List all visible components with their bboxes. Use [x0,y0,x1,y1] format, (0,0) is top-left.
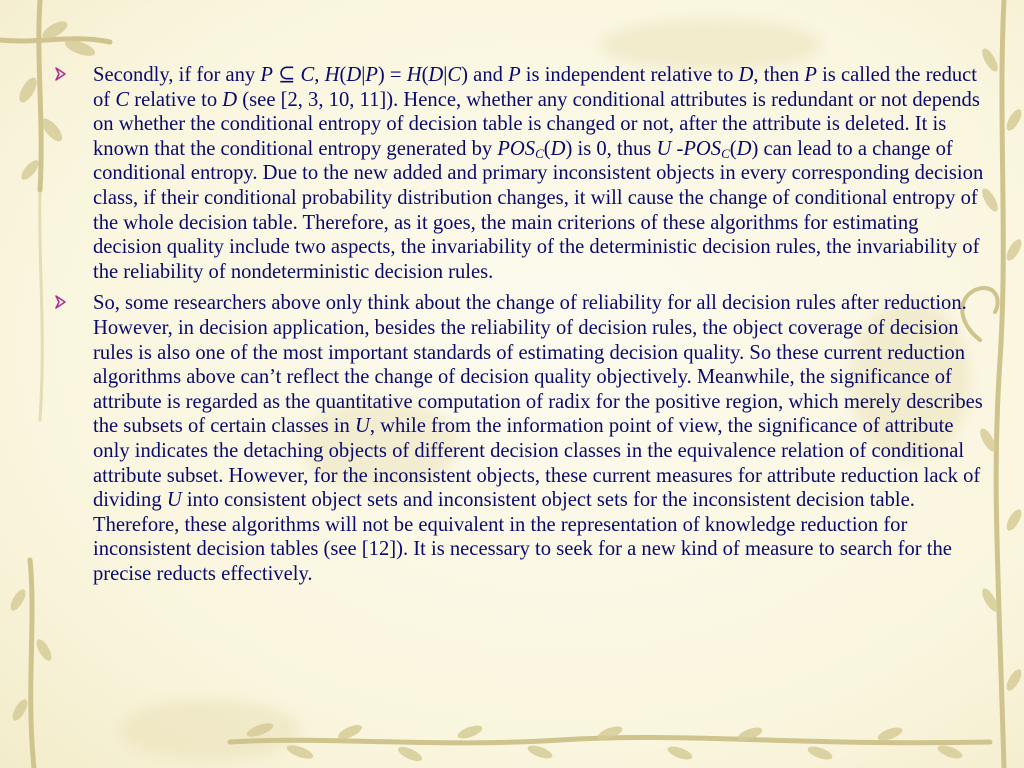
bullet-item [54,63,984,284]
text-run: D [736,137,752,160]
text-run: D [428,64,444,86]
text-run: C [447,64,462,86]
text-run: POS [683,137,722,160]
text-run: ( [543,137,551,160]
bullet-list [54,63,984,586]
bullet-item [54,291,984,586]
bullet-text [93,64,983,283]
text-run: D [550,137,566,160]
text-run: relative to [129,88,223,111]
text-run: H [406,64,422,86]
text-run: P [508,64,521,86]
text-run: ) can lead to a change of conditional entropy. Due to the new added and primary inconsistent objects in every corresponding decision class, if their conditional probability distribution changes, it will cause the change of conditional entropy of the whole decision table. Therefore, as it goes, the main criterions of these algorithms for estimating decision quality include two aspects, the invariability of the deterministic decision rules, the invariability of the reliability of nondeterministic decision rules. [93,137,984,283]
text-run: D [738,64,754,86]
text-run: U [656,137,672,160]
text-run: (see [2, 3, 10, 11]). Hence, whether any conditional attributes is redundant or not depends on whether the conditional entropy of decision table is changed or not, after the attribute is deleted. It is known that the conditional entropy generated by [93,88,980,160]
text-run: P [804,64,817,86]
text-run: , [314,64,325,86]
arrow-bullet-icon [54,294,68,310]
text-run: C [721,145,730,161]
text-run: | [361,64,366,86]
text-run: ⊆ [272,64,301,86]
text-run: POS [497,137,536,160]
text-run: ( [729,137,737,160]
text-run: is called the reduct of [93,64,978,111]
text-run: Secondly, if for any [93,64,261,86]
bullet-text [93,292,983,585]
text-run: ( [421,64,429,86]
text-run: | [443,64,448,86]
text-run: is independent relative to [520,64,739,86]
text-run: H [324,64,340,86]
text-run: into consistent object sets and inconsistent object sets for the inconsistent decision table. Therefore, these algorithms will not be equivalent in the representation of knowledge reduction for inconsistent decision tables (see [12]). It is necessary to seek for a new kind of measure to search for the precise reducts effectively. [93,489,952,585]
text-run: P [365,64,378,86]
text-run: C [300,64,315,86]
text-run: D [346,64,362,86]
text-run: C [535,145,544,161]
text-run: P [260,64,273,86]
text-run: , then [753,64,805,86]
text-run: So, some researchers above only think about the change of reliability for all decision rules after reduction. However, in decision application, besides the reliability of decision rules, the object coverage of decision rules is also one of the most important standards of estimating decision quality. So these current reduction algorithms above can’t reflect the change of decision quality objectively. Meanwhile, the significance of attribute is regarded as the quantitative computation of radix for the positive region, which merely describes the subsets of certain classes in [93,292,983,438]
text-run: U [166,489,182,512]
text-run: - [671,137,684,160]
text-run: ) and [461,64,509,86]
arrow-bullet-icon [54,66,68,82]
text-run: , while from the information point of view, the significance of attribute only indicates the detaching objects of different decision classes in the equivalence relation of conditional attribute subset. However, for the inconsistent objects, these current measures for attribute reduction lack of dividing [93,415,981,512]
text-run: U [354,415,370,438]
text-run: ) is 0, thus [565,137,657,160]
text-run: ) = [377,64,407,86]
text-run: D [222,88,238,111]
text-run: C [115,88,130,111]
text-run: ( [339,64,347,86]
